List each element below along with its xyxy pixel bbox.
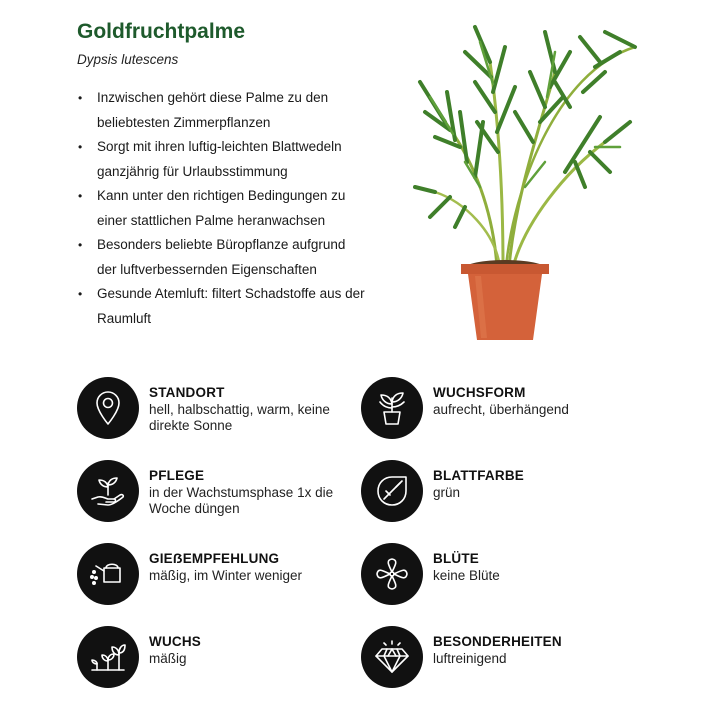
attribute-bluete bbox=[361, 543, 661, 607]
attribute-pflege bbox=[77, 460, 377, 524]
feature-item: • Inzwischen gehört diese Palme zu den beliebtesten Zimmerpflanzen bbox=[78, 86, 368, 135]
diamond-icon bbox=[361, 626, 423, 688]
attribute-value: in der Wachstumsphase 1x die Woche düngen bbox=[149, 485, 334, 516]
attribute-giessempfehlung bbox=[77, 543, 377, 607]
hand-seedling-icon bbox=[77, 460, 139, 522]
seedlings-growth-icon bbox=[77, 626, 139, 688]
attribute-label: BESONDERHEITEN bbox=[433, 634, 562, 649]
feature-item: • Sorgt mit ihren luftig-leichten Blattwedeln ganzjährig für Urlaubsstimmung bbox=[78, 135, 368, 184]
attribute-value: mäßig, im Winter weniger bbox=[149, 568, 303, 583]
attribute-value: mäßig bbox=[149, 651, 187, 666]
feature-item: • Gesunde Atemluft: filtert Schadstoffe aus der Raumluft bbox=[78, 282, 368, 331]
attribute-wuchsform bbox=[361, 377, 661, 441]
attribute-label: PFLEGE bbox=[149, 468, 205, 483]
attribute-value: hell, halbschattig, warm, keine direkte Sonne bbox=[149, 402, 330, 433]
latin-name: Dypsis lutescens bbox=[77, 52, 179, 67]
leaf-brush-icon bbox=[361, 460, 423, 522]
feature-item: • Besonders beliebte Büropflanze aufgrund der luftverbessernden Eigenschaften bbox=[78, 233, 368, 282]
attribute-value: aufrecht, überhängend bbox=[433, 402, 569, 417]
attribute-value: grün bbox=[433, 485, 461, 500]
attribute-value: keine Blüte bbox=[433, 568, 500, 583]
watering-can-icon bbox=[77, 543, 139, 605]
attribute-label: BLÜTE bbox=[433, 551, 479, 566]
attribute-standort bbox=[77, 377, 377, 441]
attribute-label: WUCHS bbox=[149, 634, 201, 649]
attribute-blattfarbe bbox=[361, 460, 661, 524]
feature-item: • Kann unter den richtigen Bedingungen zu einer stattlichen Palme heranwachsen bbox=[78, 184, 368, 233]
potted-plant-icon bbox=[361, 377, 423, 439]
feature-list bbox=[78, 86, 368, 331]
attribute-label: BLATTFARBE bbox=[433, 468, 524, 483]
attribute-label: GIEẞEMPFEHLUNG bbox=[149, 551, 280, 566]
page-title: Goldfruchtpalme bbox=[77, 20, 246, 43]
flower-icon bbox=[361, 543, 423, 605]
palm-plant-image bbox=[405, 12, 655, 352]
attribute-value: luftreinigend bbox=[433, 651, 507, 666]
attribute-wuchs bbox=[77, 626, 377, 690]
attribute-besonderheiten bbox=[361, 626, 661, 690]
location-pin-icon bbox=[77, 377, 139, 439]
attribute-label: WUCHSFORM bbox=[433, 385, 526, 400]
attribute-label: STANDORT bbox=[149, 385, 225, 400]
